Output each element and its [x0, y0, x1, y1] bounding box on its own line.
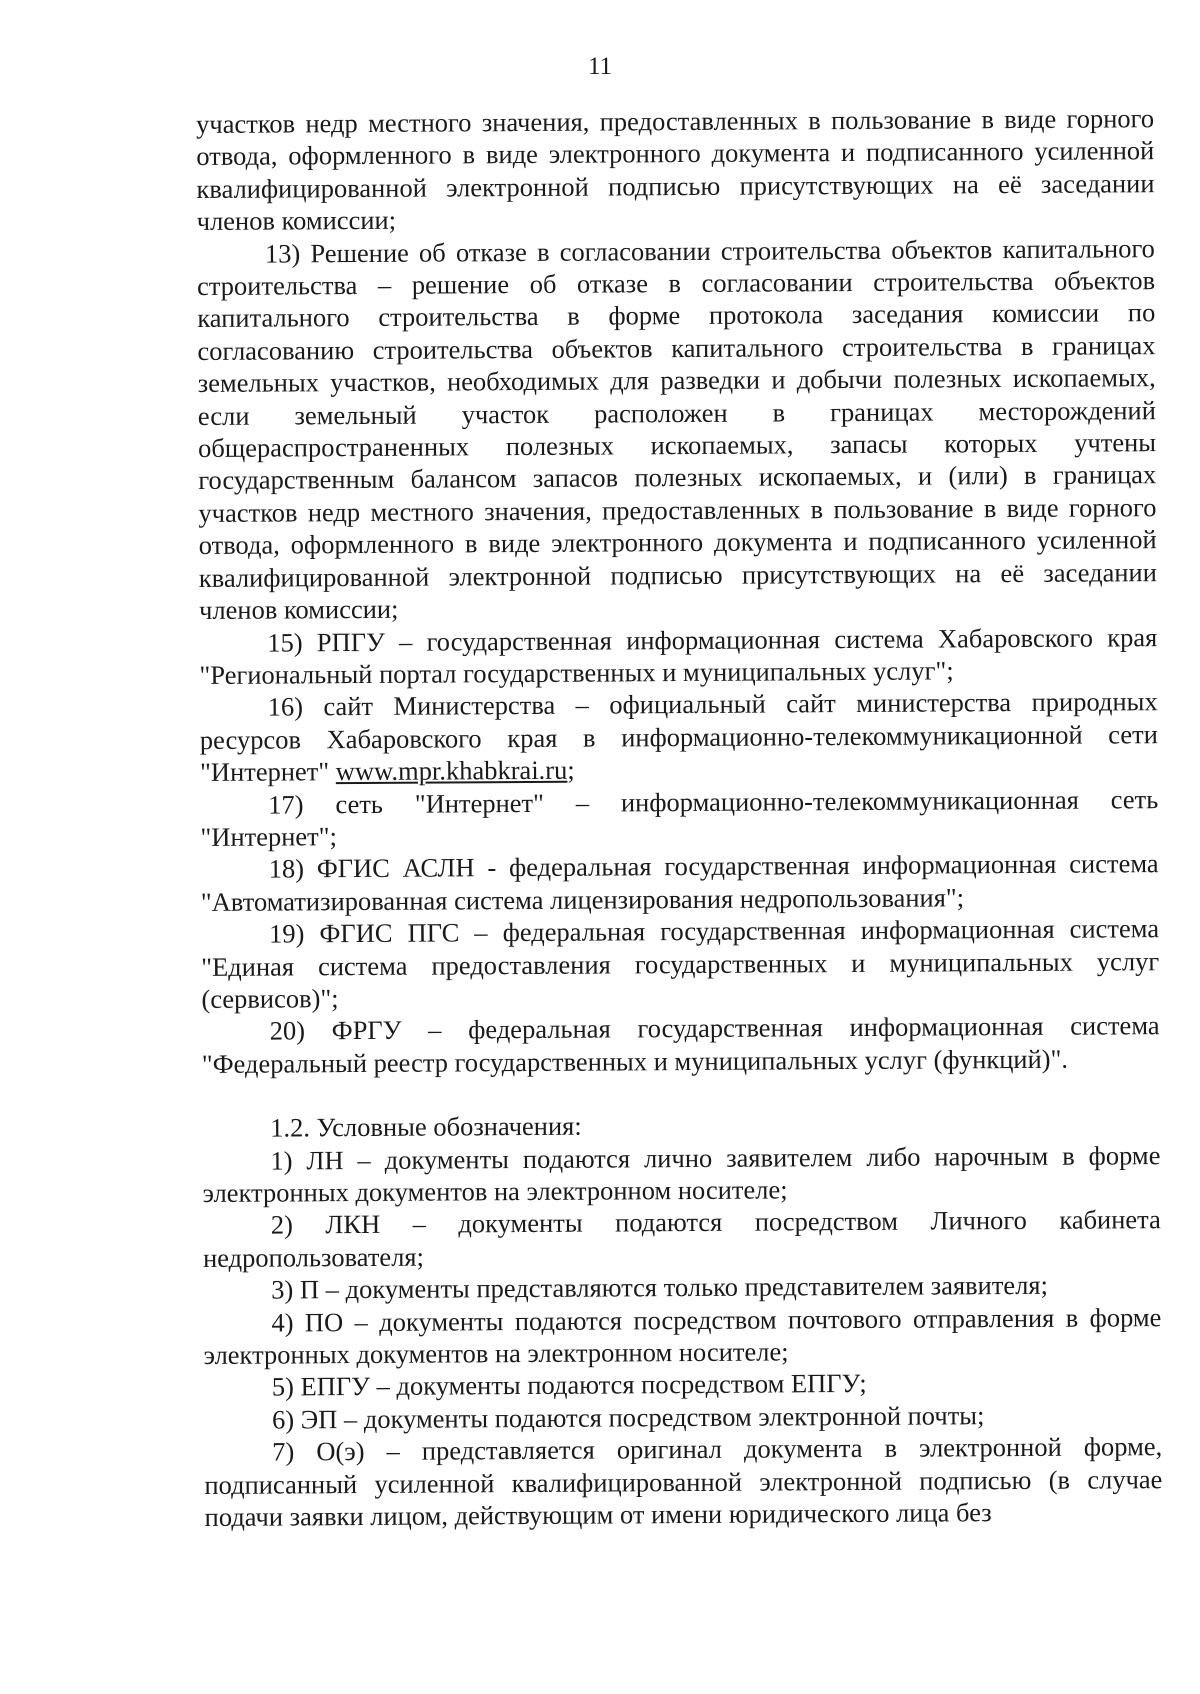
definition-16: [200, 685, 1159, 788]
definition-18: 18) ФГИС АСЛН - федеральная государственная информационная система "Автоматизированная система лицензирования недропользования";: [200, 848, 1159, 917]
notation-4: 4) ПО – документы подаются посредством почтового отправления в форме электронных документов на электронном носителе;: [203, 1301, 1162, 1371]
definition-13: 13) Решение об отказе в согласовании строительства объектов капитального строительства – решение об отказе в согласовании строительства объектов капитального строительства в форме протокола заседания комиссии по согласованию строительства объектов капитального строительства в границах земельных участков, необходимых для разведки и добычи полезных ископаемых, если земельный участок расположен в границах месторождений общераспространенных полезных ископаемых, запасы которых учтены государственным балансом запасов полезных ископаемых, и (или) в границах участков недр местного значения, предоставленных в пользование в виде горного отвода, оформленного в виде электронного документа и подписанного усиленной квалифицированной электронной подписью присутствующих на её заседании членов комиссии;: [196, 232, 1157, 626]
definition-19: 19) ФГИС ПГС – федеральная государственная информационная система "Единая система предоставления государственных и муниципальных услуг (сервисов)";: [201, 913, 1160, 1014]
definition-20: 20) ФРГУ – федеральная государственная информационная система "Федеральный реестр государственных и муниципальных услуг (функций)".: [201, 1010, 1160, 1079]
definition-16-tail: ;: [567, 754, 575, 785]
notation-7: 7) О(э) – представляется оригинал документа в электронной форме, подписанный усиленной квалифицированной электронной подписью (в случае подачи заявки лицом, действующим от имени юридического лица без: [204, 1431, 1163, 1533]
section-title: 1.2. Условные обозначения:: [270, 1110, 582, 1143]
notation-5: 5) ЕПГУ – документы подаются посредством ЕПГУ;: [271, 1368, 867, 1402]
definition-17: 17) сеть "Интернет" – информационно-телекоммуникационная сеть "Интернет";: [200, 783, 1159, 852]
page-number: 11: [587, 53, 613, 80]
notation-2: 2) ЛКН – документы подаются посредством Личного кабинета недропользователя;: [202, 1204, 1161, 1273]
notation-6: 6) ЭП – документы подаются посредством электронной почты;: [271, 1400, 985, 1435]
ministry-site-link[interactable]: www.mpr.khabkrai.ru: [335, 754, 568, 787]
definition-15: 15) РПГУ – государственная информационная система Хабаровского края "Региональный портал государственных и муниципальных услуг";: [199, 621, 1158, 690]
notation-1: 1) ЛН – документы подаются лично заявителем либо нарочным в форме электронных документов на электронном носителе;: [202, 1139, 1161, 1208]
document-body: [196, 102, 1163, 1533]
paragraph-continuation: участков недр местного значения, предоставленных в пользование в виде горного отвода, оформленного в виде электронного документа и подписанного усиленной квалифицированной электронной подписью присутствующих на её заседании членов комиссии;: [196, 103, 1155, 237]
definition-16-text: 16) сайт Министерства – официальный сайт министерства природных ресурсов Хабаровского края в информационно-телекоммуникационной сети "Интернет": [199, 686, 1158, 788]
notation-3: 3) П – документы представляются только представителем заявителя;: [271, 1270, 1049, 1305]
